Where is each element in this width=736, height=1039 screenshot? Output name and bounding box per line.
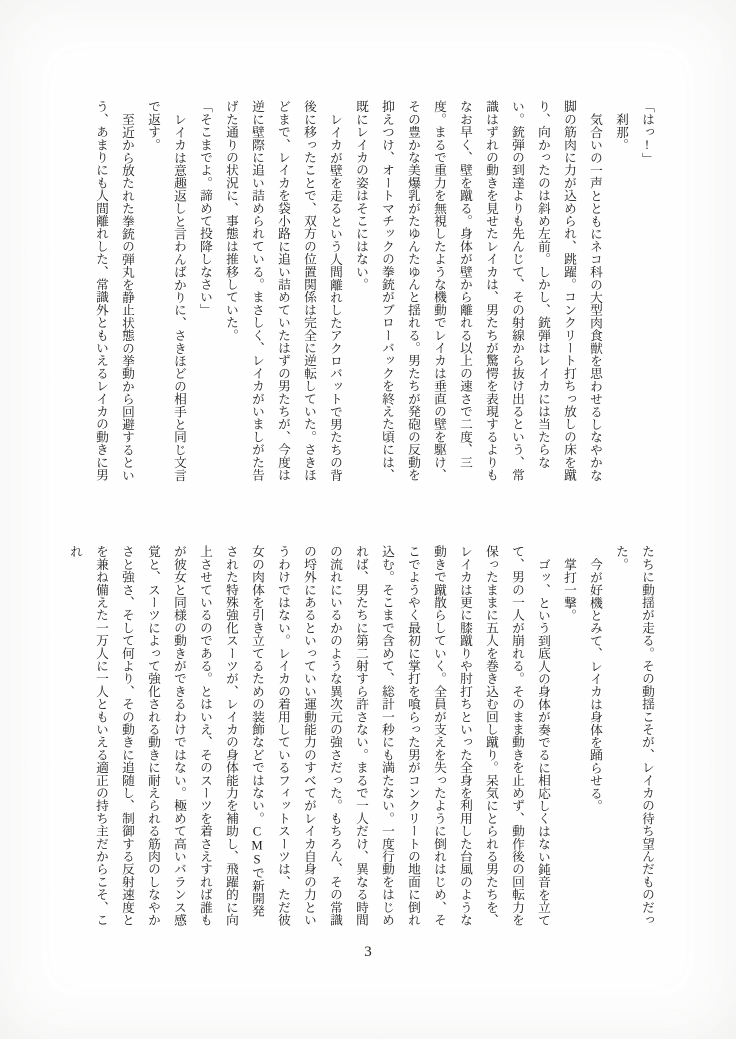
paragraph: ゴッ、という到底人の身体が奏でるに相応しくはない鈍音を立てて、男の一人が崩れる。そのまま動きを止めず、動作後の回転力を保ったままに五人を巻き込む回し蹴り。呆気にとられる男たちを、レイカは更に膝蹴りや肘打ちといった全身を利用した台風のような動きで蹴散らしていく。全員が支えを失ったように倒れはじめ、そこでようやく最初に掌打を喰らった男がコンクリートの地面に倒れ込む。そこまで含めて、総計一秒にも満たない。一度行動をはじめれば、男たちに第二射すら許さない。まるで一人だけ、異なる時間の流れにいるかのような異次元の強さだった。もちろん、その常識の埒外にあるといっていい運動能力のすべてがレイカ自身の力というわけではない。レイカの着用しているフィットスーツは、ただ彼女の肉体を引き立てるための装飾などではない。CMSで新開発された特殊強化スーツが、レイカの身体能力を補助し、飛躍的に向上させているのである。とはいえ、そのスーツを着さえすれば誰もが彼女と同様の動きができるわけではない。極めて高いバランス感覚と、スーツによって強化される動きに耐えられる筋肉のしなやかさと強さ、そして何より、その動きに追随し、制御する反射速度とを兼ね備えた一万人に一人ともいえる適正の持ち主だからこそ、これ [68, 545, 550, 926]
paragraph: 気合いの一声とともにネコ科の大型肉食獣を思わせるしなやかな脚の筋肉に力が込められ、跳躍。コンクリート打ちっ放しの床を蹴り、向かったのは斜め左前。しかし、銃弾はレイカには当たらない。銃弾の到達よりも先んじて、その射線から抜け出るという、常識はずれの動きを見せたレイカは、男たちが驚愕を表現するよりもなお早く、壁を蹴る。身体が壁から離れる以上の速さで二度、三度。まるで重力を無視したような機動でレイカは垂直の壁を駆け、その豊かな美爆乳がたゆんたゆんと揺れる。男たちが発砲の反動を抑えつけ、オートマチックの拳銃がブローバックを終えた頃には、既にレイカの姿はそこにはない。 [354, 100, 602, 481]
paragraph: 至近から放たれた拳銃の弾丸を静止状態の挙動から回避するという、あまりにも人間離れした、常識外ともいえるレイカの動きに男 [94, 100, 134, 481]
paragraph: レイカは意趣返しと言わんばかりに、さきほどの相手と同じ文言で返す。 [146, 100, 186, 481]
paragraph: 掌打一撃。 [562, 557, 576, 622]
page-number: 3 [364, 944, 372, 960]
text-block-lower [68, 545, 660, 927]
text-block-upper [86, 100, 660, 482]
paragraph: 刹那。 [614, 112, 628, 151]
paragraph: 今が好機とみて、レイカは身体を踊らせる。 [588, 557, 602, 812]
paragraph-dialogue: 「そこまでよ。諦めて投降しなさい」 [198, 100, 212, 316]
paragraph-continuation: たちに動揺が走る。その動揺こそが、レイカの待ち望んだものだった。 [614, 545, 654, 926]
paragraph-dialogue: 「はっ!」 [640, 100, 654, 165]
paragraph: レイカが壁を走るという人間離れしたアクロバットで男たちの背後に移ったことで、双方の位置関係は完全に逆転していた。さきほどまで、レイカを袋小路に追い詰めていたはずの男たちが、今度は逆に壁際に追い詰められている。まさしく、レイカがいましがた告げた通りの状況に、事態は推移していた。 [224, 100, 342, 481]
